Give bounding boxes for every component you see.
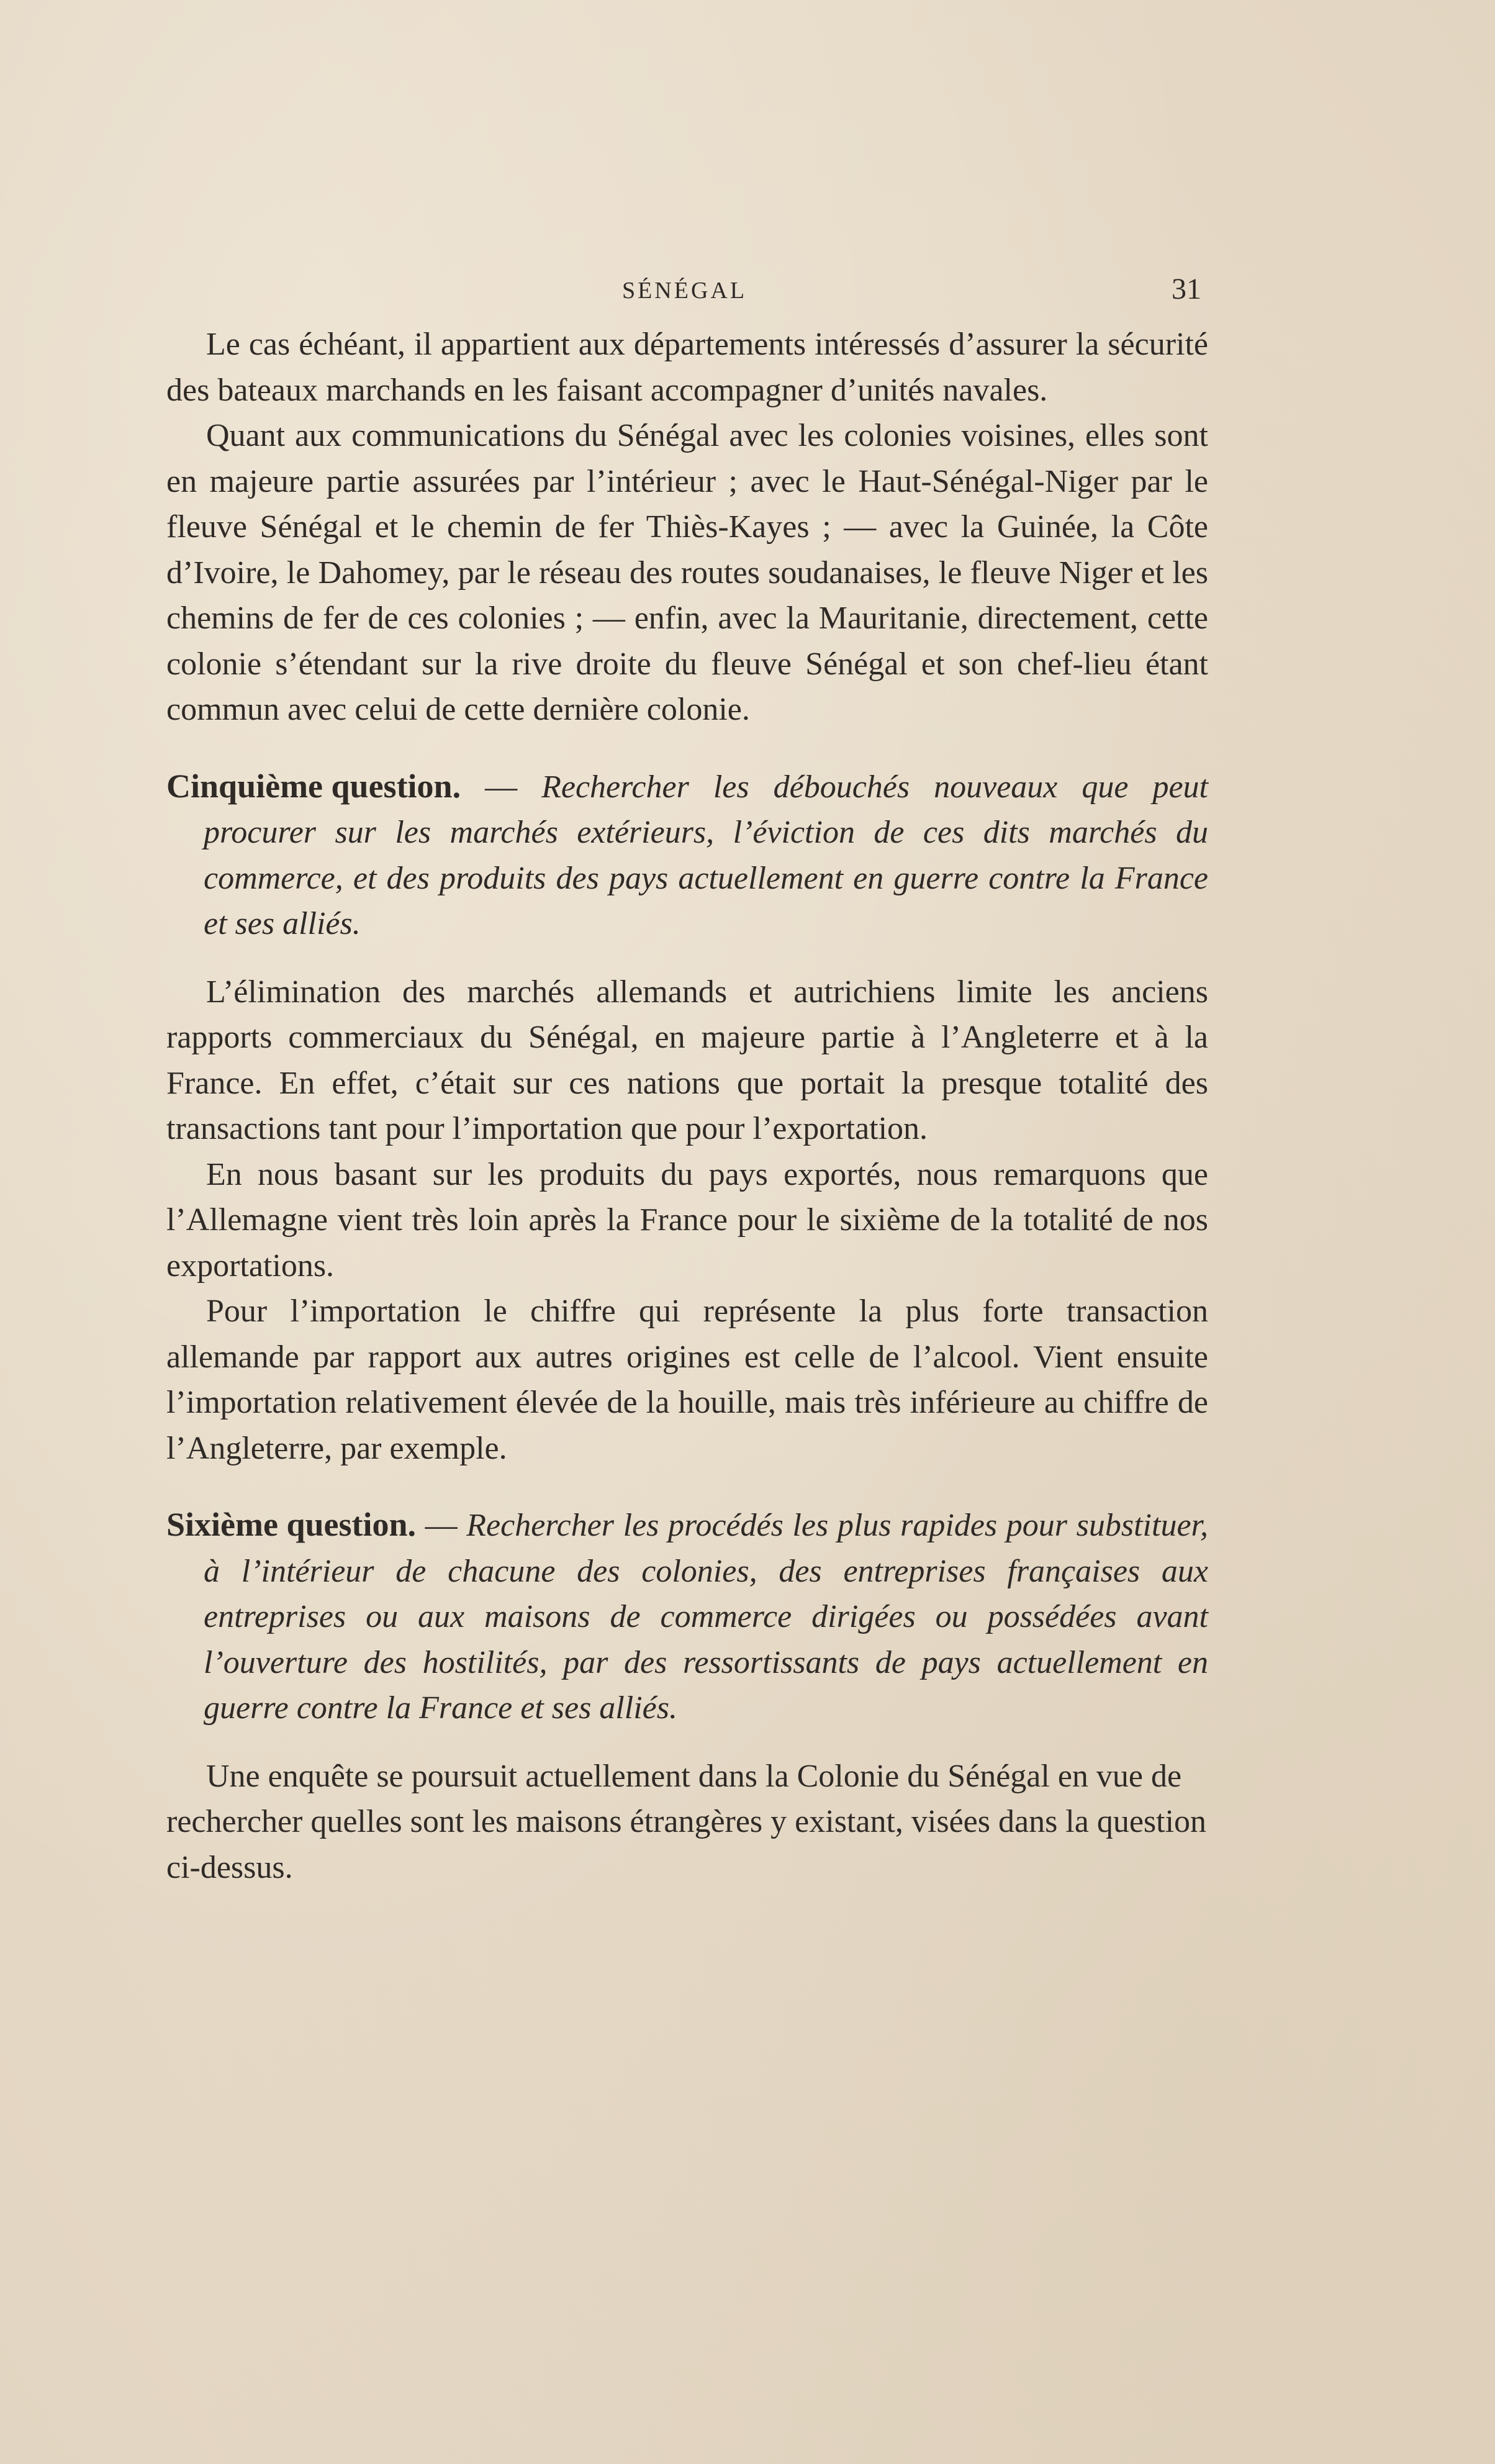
question-five-text: Rechercher les débouchés nouveaux que peut procurer sur les marchés extérieurs, l’éviction de ces dits marchés du commerce, et des produits des pays actuellement en guerre contre la France et ses alliés. xyxy=(204,769,1208,941)
paragraph-imports: Pour l’importation le chiffre qui représente la plus forte transaction allemande par rapport aux autres origines est celle de l’alcool. Vient ensuite l’importation relativement élevée de la houille, mais très inférieure au chiffre de l’Angleterre, par exemple. xyxy=(166,1293,1208,1466)
paragraph-inquiry: Une enquête se poursuit actuellement dans la Colonie du Sénégal en vue de rechercher quelles sont les maisons étrangères y existant, visées dans la question ci-dessus. xyxy=(166,1758,1207,1885)
page-header xyxy=(168,272,1201,309)
question-five xyxy=(166,764,1208,947)
question-six-text: Rechercher les procédés les plus rapides pour substituer, à l’intérieur de chacune des colonies, des entreprises françaises aux entreprises ou aux maisons de commerce dirigées ou possédées avant l’ouverture des hostilités, par des ressortissants de pays actuellement en guerre contre la France et ses alliés. xyxy=(204,1508,1209,1726)
paragraph-communications: Quant aux communications du Sénégal avec les colonies voisines, elles sont en majeure partie assurées par l’intérieur ; avec le Haut-Sénégal-Niger par le fleuve Sénégal et le chemin de fer Thiès-Kayes ; — avec la Guinée, la Côte d’Ivoire, le Dahomey, par le réseau des routes soudanaises, le fleuve Niger et les chemins de fer de ces colonies ; — enfin, avec la Mauritanie, directement, cette colonie s’étendant sur la rive droite du fleuve Sénégal et son chef-lieu étant commun avec celui de cette dernière colonie. xyxy=(166,418,1208,727)
question-six xyxy=(166,1502,1208,1731)
question-six-dash: — xyxy=(416,1508,467,1543)
question-six-label: Sixième question. xyxy=(166,1506,417,1543)
question-five-label: Cinquième question. xyxy=(166,767,461,805)
running-title: SÉNÉGAL xyxy=(621,278,747,304)
page-body xyxy=(166,322,1208,1890)
page-number: 31 xyxy=(1172,273,1201,306)
paragraph-elimination-markets: L’élimination des marchés allemands et autrichiens limite les anciens rapports commerciaux du Sénégal, en majeure partie à l’Angleterre et à la France. En effet, c’était sur ces nations que portait la presque totalité des transactions tant pour l’importation que pour l’exportation. xyxy=(166,974,1208,1146)
question-five-dash: — xyxy=(461,769,542,805)
paragraph-exports: En nous basant sur les produits du pays exportés, nous remarquons que l’Allemagne vient très loin après la France pour le sixième de la totalité de nos exportations. xyxy=(166,1156,1208,1284)
paragraph-safety-of-ships: Le cas échéant, il appartient aux départements intéressés d’assurer la sécurité des bateaux marchands en les faisant accompagner d’unités navales. xyxy=(166,327,1208,408)
